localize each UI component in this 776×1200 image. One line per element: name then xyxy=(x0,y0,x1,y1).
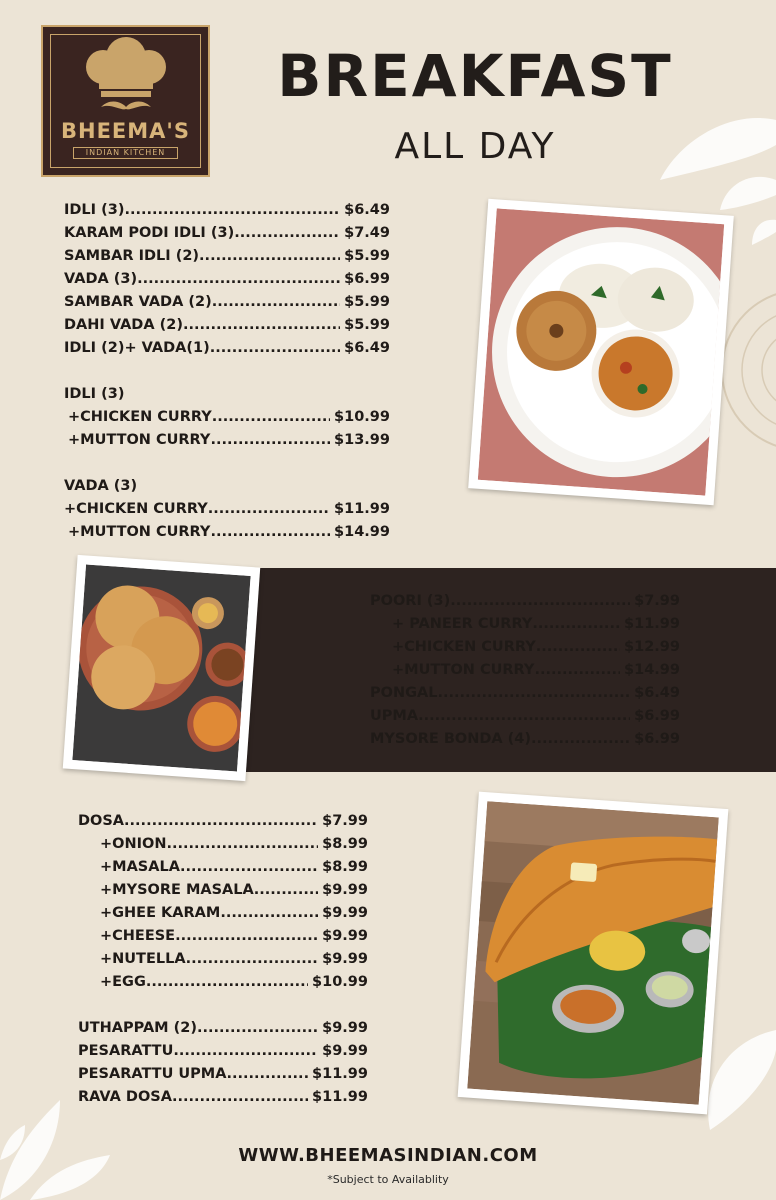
menu-item: POORI (3) ..... $7.99 xyxy=(370,590,680,613)
menu-item: IDLI (3) ..... $6.49 xyxy=(64,199,390,222)
logo xyxy=(41,25,210,177)
menu-item: +CHICKEN CURRY ..... $10.99 xyxy=(64,406,390,429)
menu-item: PONGAL ..... $6.49 xyxy=(370,682,680,705)
menu-item: +MASALA ..... $8.99 xyxy=(78,856,368,879)
menu-item: PESARATTU ..... $9.99 xyxy=(78,1040,368,1063)
menu-item: RAVA DOSA ..... $11.99 xyxy=(78,1086,368,1109)
page-subtitle: ALL DAY xyxy=(394,126,556,167)
idli-vada-plate-image xyxy=(478,208,724,495)
menu-item: +ONION ..... $8.99 xyxy=(78,833,368,856)
menu-heading: IDLI (3) xyxy=(64,386,125,402)
photo-dosa xyxy=(458,792,729,1115)
menu-item: +NUTELLA ..... $9.99 xyxy=(78,948,368,971)
website-url: WWW.BHEEMASINDIAN.COM xyxy=(238,1145,538,1166)
menu-item: +CHEESE ..... $9.99 xyxy=(78,925,368,948)
menu-section-poori xyxy=(370,590,680,751)
menu-item: UTHAPPAM (2) ..... $9.99 xyxy=(78,1017,368,1040)
poori-image xyxy=(72,564,250,771)
page-title: BREAKFAST xyxy=(277,42,673,110)
menu-item: DOSA ..... $7.99 xyxy=(78,810,368,833)
availability-note: *Subject to Availablity xyxy=(327,1173,449,1186)
menu-item: MYSORE BONDA (4) ..... $6.99 xyxy=(370,728,680,751)
photo-idli-vada xyxy=(468,199,734,505)
menu-item: PESARATTU UPMA ..... $11.99 xyxy=(78,1063,368,1086)
logo-name: BHEEMA'S xyxy=(61,119,190,143)
menu-item: SAMBAR IDLI (2) ..... $5.99 xyxy=(64,245,390,268)
photo-poori xyxy=(63,555,260,781)
menu-item: +MUTTON CURRY ..... $14.99 xyxy=(64,521,390,544)
menu-item: IDLI (2)+ VADA(1) ..... $6.49 xyxy=(64,337,390,360)
menu-item: +CHICKEN CURRY ..... $11.99 xyxy=(64,498,390,521)
menu-item: DAHI VADA (2) ..... $5.99 xyxy=(64,314,390,337)
menu-item: +GHEE KARAM ..... $9.99 xyxy=(78,902,368,925)
menu-item: +EGG ..... $10.99 xyxy=(78,971,368,994)
logo-tagline: INDIAN KITCHEN xyxy=(73,147,178,159)
menu-item: +MUTTON CURRY ..... $13.99 xyxy=(64,429,390,452)
chef-hat-icon xyxy=(81,37,171,115)
menu-heading: VADA (3) xyxy=(64,478,138,494)
menu-item: VADA (3) ..... $6.99 xyxy=(64,268,390,291)
menu-item: + PANEER CURRY ..... $11.99 xyxy=(370,613,680,636)
dosa-image xyxy=(467,801,719,1104)
menu-section-idli-vada xyxy=(64,199,390,544)
menu-item: SAMBAR VADA (2) ..... $5.99 xyxy=(64,291,390,314)
menu-item: +MYSORE MASALA ..... $9.99 xyxy=(78,879,368,902)
menu-section-dosa xyxy=(78,810,368,1109)
menu-item: KARAM PODI IDLI (3) ..... $7.49 xyxy=(64,222,390,245)
menu-item: +MUTTON CURRY ..... $14.99 xyxy=(370,659,680,682)
menu-item: +CHICKEN CURRY ..... $12.99 xyxy=(370,636,680,659)
menu-item: UPMA ..... $6.99 xyxy=(370,705,680,728)
